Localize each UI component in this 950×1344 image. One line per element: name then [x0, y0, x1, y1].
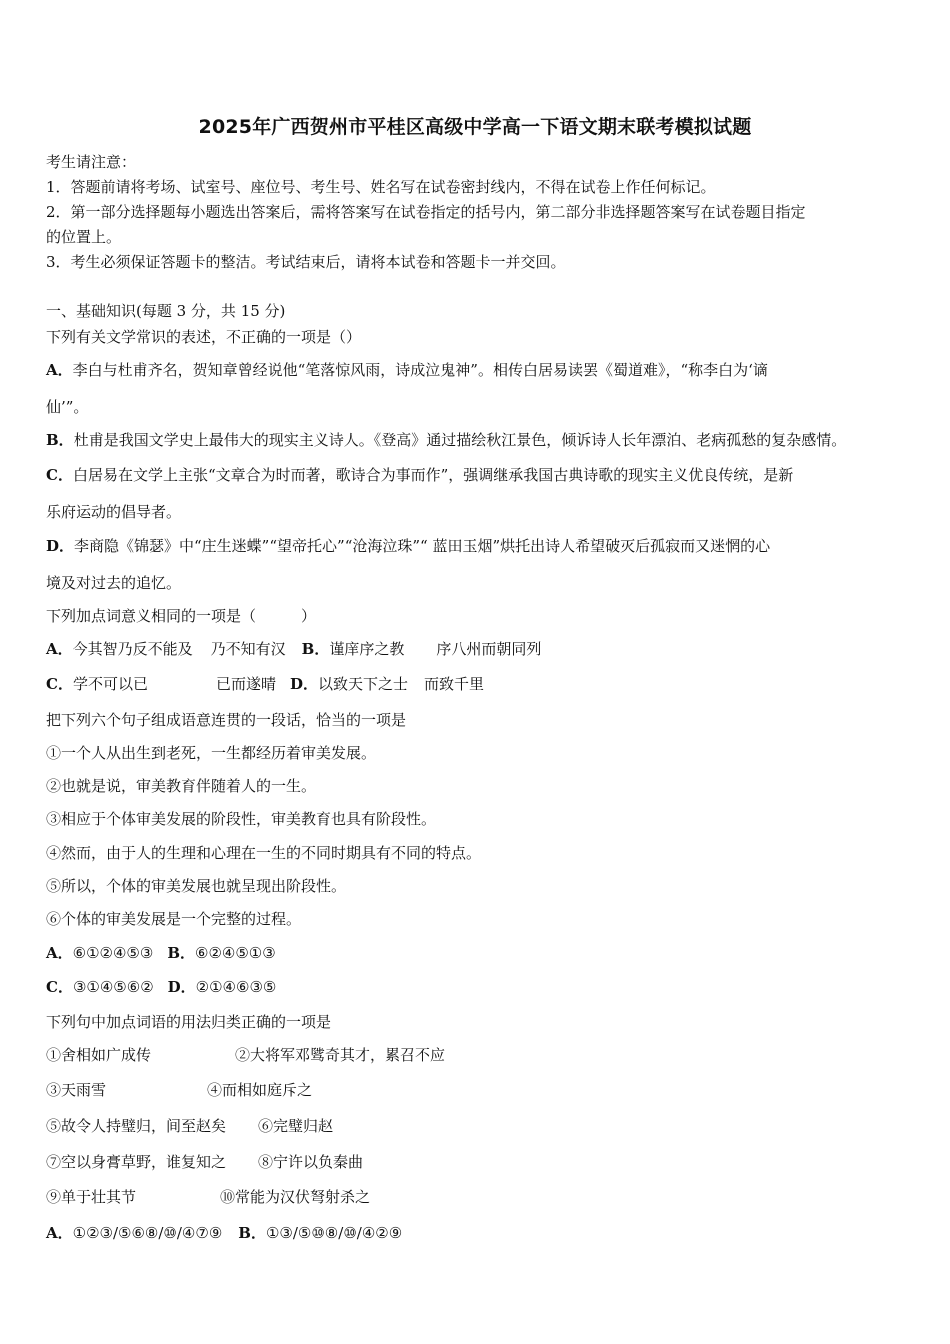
option-text: 今其智乃反不能及	[72, 640, 193, 658]
option-letter: A．	[46, 361, 73, 379]
option-c	[46, 465, 793, 485]
option-letter: C．	[46, 675, 73, 693]
option-letter: A．	[46, 944, 73, 962]
option-text: 已而遂晴	[215, 675, 276, 693]
item-text: ①舍相如广成传	[46, 1046, 152, 1064]
option-row	[46, 977, 276, 997]
option-text: 白居易在文学上主张“文章合为时而著，歌诗合为事而作”，强调继承我国古典诗歌的现实主义优良传统，是新	[72, 466, 794, 484]
item-text: ⑩常能为汉伏弩射杀之	[220, 1188, 371, 1206]
option-letter: B．	[167, 944, 196, 962]
option-continuation: 境及对过去的追忆。	[46, 574, 182, 592]
section-heading: 一、基础知识(每题 3 分，共 15 分)	[46, 302, 286, 320]
option-a	[46, 360, 768, 380]
item-row	[46, 1116, 333, 1136]
item-text: ③天雨雪	[46, 1081, 107, 1099]
option-text: ③①④⑤⑥②	[72, 978, 154, 996]
question-stem: 下列有关文学常识的表述，不正确的一项是（）	[46, 328, 362, 346]
item-text: ⑦空以身膏草野，谁复知之	[46, 1153, 227, 1171]
option-continuation: 乐府运动的倡导者。	[46, 503, 182, 521]
item-row	[46, 1152, 363, 1172]
option-text: 乃不知有汉	[210, 640, 286, 658]
option-text: 学不可以已	[72, 675, 148, 693]
option-letter: D．	[46, 537, 75, 555]
sentence-item: ⑥个体的审美发展是一个完整的过程。	[46, 910, 302, 928]
option-text: 杜甫是我国文学史上最伟大的现实主义诗人。《登高》通过描绘秋江景色，倾诉诗人长年漂泊、老病孤愁的复杂感情。	[73, 431, 847, 449]
sentence-item: ②也就是说，审美教育伴随着人的一生。	[46, 777, 317, 795]
option-letter: C．	[46, 978, 73, 996]
sentence-item: ③相应于个体审美发展的阶段性，审美教育也具有阶段性。	[46, 810, 437, 828]
notice-heading: 考生请注意：	[46, 153, 137, 171]
option-text: 李商隐《锦瑟》中“庄生迷蝶”“望帝托心”“沧海泣珠”“ 蓝田玉烟”烘托出诗人希望破灭后孤寂而又迷惘的心	[74, 537, 771, 555]
option-letter: A．	[46, 1224, 73, 1242]
option-text: 序八州而朝同列	[436, 640, 542, 658]
sentence-item: ⑤所以，个体的审美发展也就呈现出阶段性。	[46, 877, 347, 895]
option-text: 以致天下之士	[318, 675, 409, 693]
option-text: ⑥①②④⑤③	[72, 944, 154, 962]
option-row	[46, 943, 276, 963]
option-text: 而致千里	[424, 675, 485, 693]
option-row	[46, 639, 541, 659]
question-stem: 下列句中加点词语的用法归类正确的一项是	[46, 1013, 332, 1031]
item-text: ⑥完璧归赵	[258, 1117, 334, 1135]
item-text: ⑤故令人持璧归，间至赵矣	[46, 1117, 227, 1135]
sentence-item: ①一个人从出生到老死，一生都经历着审美发展。	[46, 744, 377, 762]
option-b	[46, 430, 846, 450]
option-continuation: 仙’”。	[46, 398, 89, 416]
notice-item: 3．考生必须保证答题卡的整洁。考试结束后，请将本试卷和答题卡一并交回。	[46, 253, 566, 271]
option-text: 李白与杜甫齐名，贺知章曾经说他“笔落惊风雨，诗成泣鬼神”。相传白居易读罢《蜀道难》，“称李白为‘谪	[72, 361, 768, 379]
sentence-item: ④然而，由于人的生理和心理在一生的不同时期具有不同的特点。	[46, 844, 482, 862]
option-letter: B．	[46, 431, 74, 449]
item-text: ④而相如庭斥之	[207, 1081, 313, 1099]
option-row	[46, 674, 484, 694]
option-letter: D．	[167, 978, 196, 996]
option-row	[46, 1223, 402, 1243]
option-d	[46, 536, 770, 556]
notice-item: 1．答题前请将考场、试室号、座位号、考生号、姓名写在试卷密封线内，不得在试卷上作任何标记。	[46, 178, 716, 196]
option-text: 谨庠序之教	[329, 640, 405, 658]
page-title: 2025年广西贺州市平桂区高级中学高一下语文期末联考模拟试题	[198, 116, 752, 138]
option-letter: B．	[238, 1224, 266, 1242]
notice-item: 2．第一部分选择题每小题选出答案后，需将答案写在试卷指定的括号内，第二部分非选择题答案写在试卷题目指定	[46, 203, 806, 221]
option-text: ⑥②④⑤①③	[195, 944, 276, 962]
question-stem: 下列加点词意义相同的一项是（ ）	[46, 607, 317, 625]
option-letter: D．	[289, 675, 318, 693]
option-text: ①③/⑤⑩⑧/⑩/④②⑨	[265, 1224, 403, 1242]
option-text: ②①④⑥③⑤	[195, 978, 277, 996]
option-text: ①②③/⑤⑥⑧/⑩/④⑦⑨	[72, 1224, 223, 1242]
item-row	[46, 1045, 445, 1065]
option-letter: A．	[46, 640, 73, 658]
item-text: ⑧宁许以负秦曲	[258, 1153, 364, 1171]
item-text: ②大将军邓骘奇其才，累召不应	[235, 1046, 446, 1064]
item-row	[46, 1187, 370, 1207]
question-stem: 把下列六个句子组成语意连贯的一段话，恰当的一项是	[46, 711, 407, 729]
option-letter: C．	[46, 466, 73, 484]
notice-item: 的位置上。	[46, 228, 122, 246]
item-row	[46, 1080, 312, 1100]
item-text: ⑨单于壮其节	[46, 1188, 137, 1206]
option-letter: B．	[301, 640, 330, 658]
